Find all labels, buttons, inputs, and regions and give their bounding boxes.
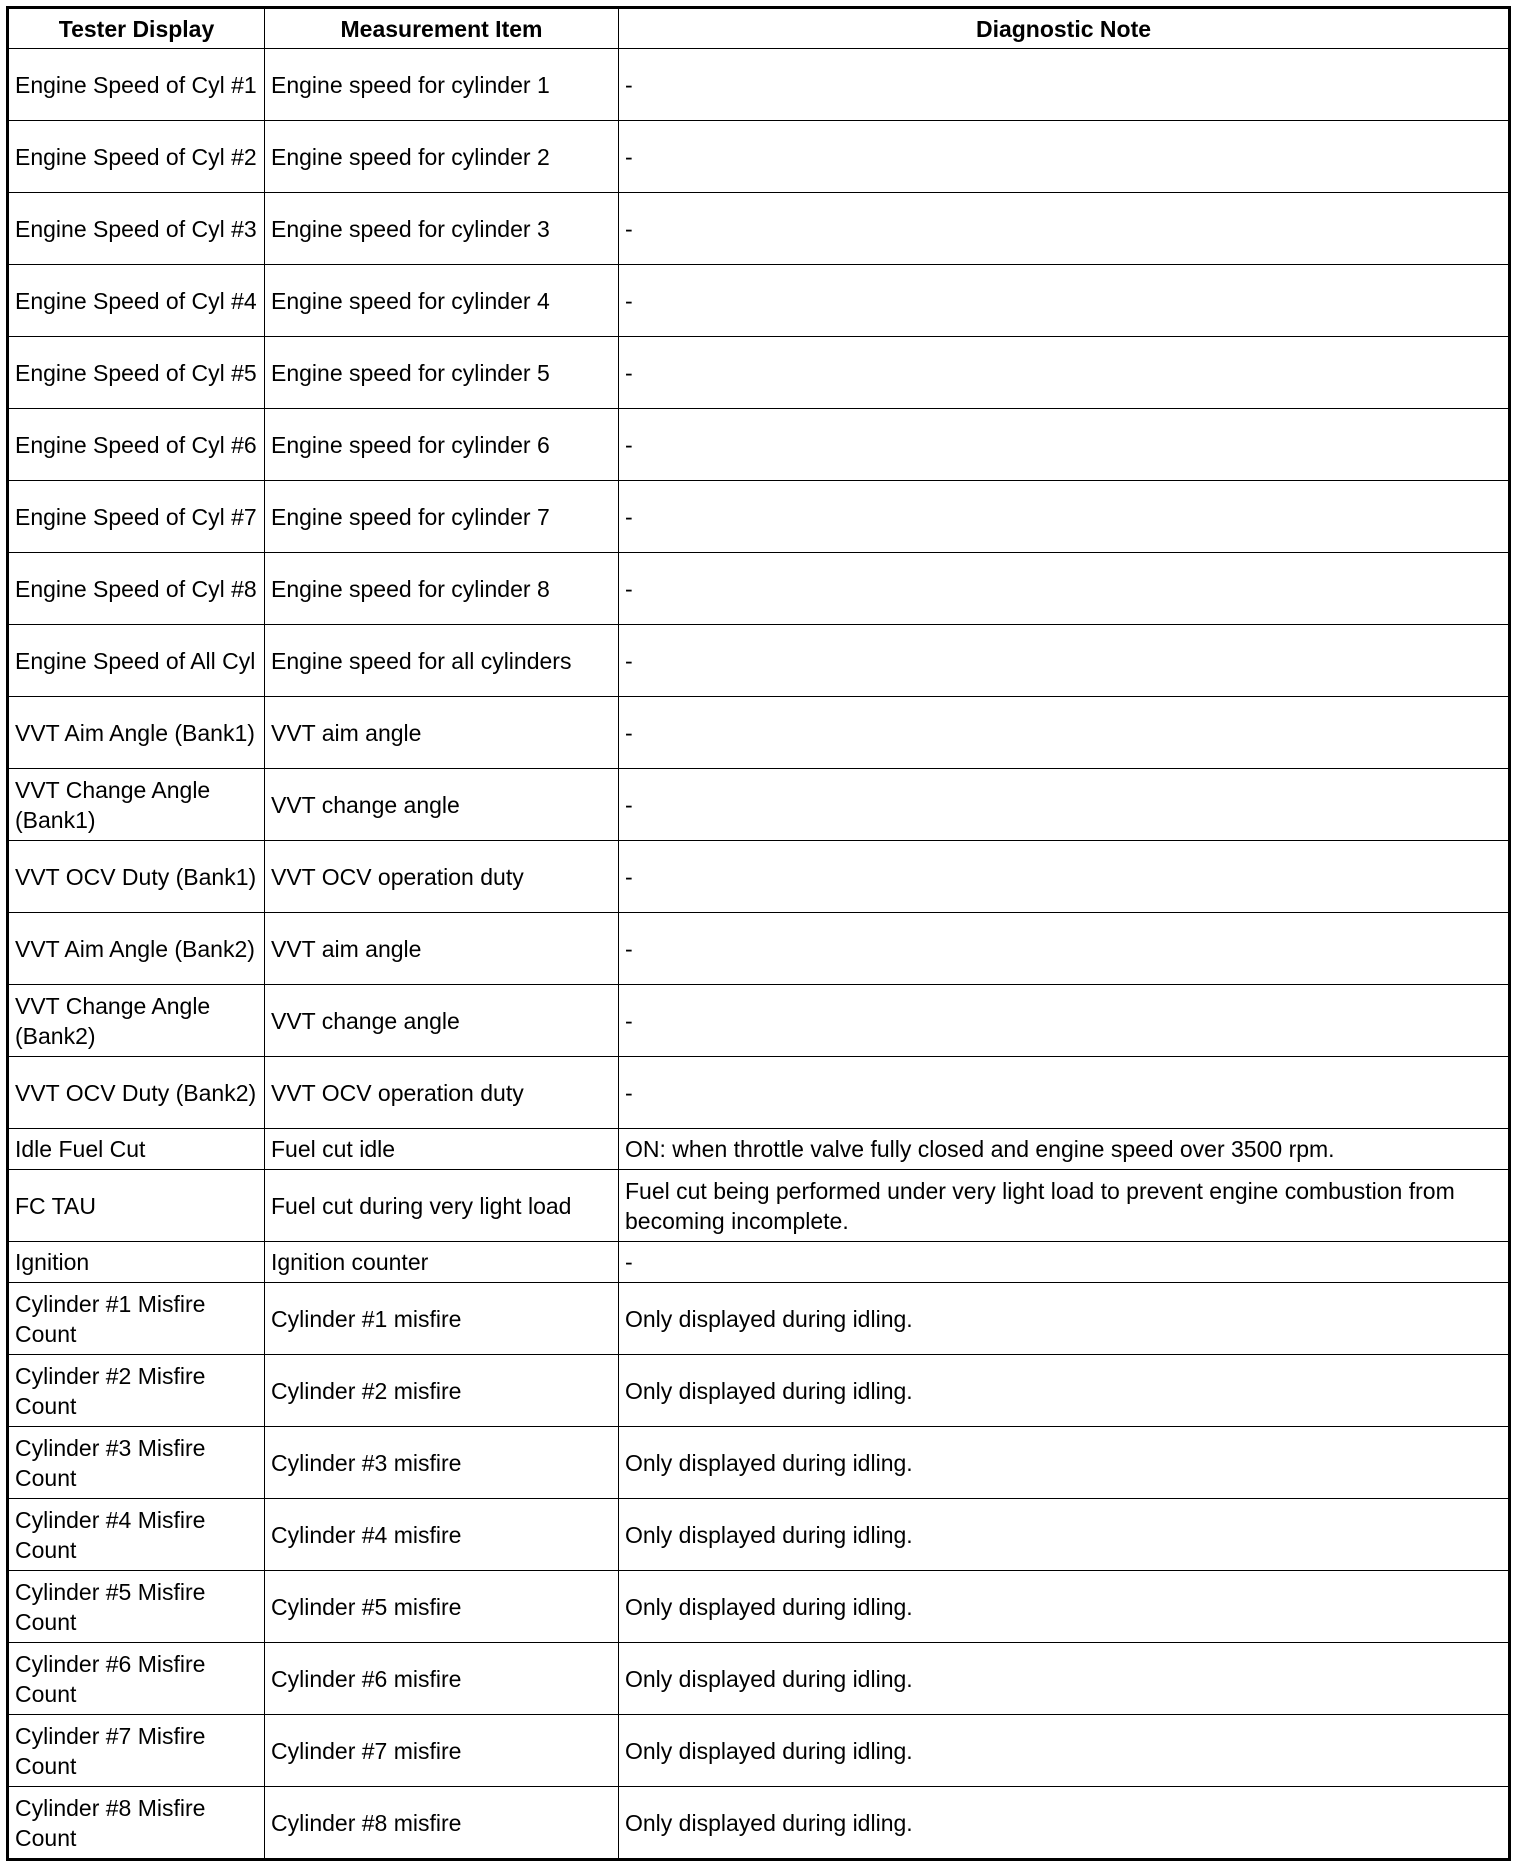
table-row	[8, 1643, 1510, 1715]
cell-diagnostic-note: ON: when throttle valve fully closed and engine speed over 3500 rpm.	[619, 1129, 1510, 1170]
cell-diagnostic-note: -	[619, 913, 1510, 985]
table-row	[8, 985, 1510, 1057]
cell-diagnostic-note: -	[619, 625, 1510, 697]
cell-tester-display: VVT OCV Duty (Bank2)	[8, 1057, 265, 1129]
cell-tester-display: Cylinder #8 Misfire Count	[8, 1787, 265, 1860]
cell-tester-display: Ignition	[8, 1242, 265, 1283]
cell-tester-display: VVT OCV Duty (Bank1)	[8, 841, 265, 913]
header-diagnostic-note: Diagnostic Note	[619, 8, 1510, 49]
cell-tester-display: Cylinder #6 Misfire Count	[8, 1643, 265, 1715]
cell-diagnostic-note: Only displayed during idling.	[619, 1499, 1510, 1571]
table-row	[8, 193, 1510, 265]
table-row	[8, 481, 1510, 553]
cell-diagnostic-note: Only displayed during idling.	[619, 1787, 1510, 1860]
table-row	[8, 625, 1510, 697]
table-row	[8, 697, 1510, 769]
table-body	[8, 49, 1510, 1860]
cell-measurement-item: Engine speed for cylinder 5	[265, 337, 619, 409]
cell-measurement-item: Engine speed for cylinder 1	[265, 49, 619, 121]
cell-measurement-item: VVT change angle	[265, 985, 619, 1057]
table-row	[8, 1242, 1510, 1283]
cell-measurement-item: Cylinder #3 misfire	[265, 1427, 619, 1499]
cell-tester-display: VVT Change Angle (Bank2)	[8, 985, 265, 1057]
data-list-table	[6, 6, 1511, 1861]
cell-tester-display: Engine Speed of Cyl #5	[8, 337, 265, 409]
cell-tester-display: VVT Aim Angle (Bank2)	[8, 913, 265, 985]
cell-tester-display: Engine Speed of Cyl #1	[8, 49, 265, 121]
table-row	[8, 1787, 1510, 1860]
cell-tester-display: FC TAU	[8, 1170, 265, 1242]
cell-tester-display: Idle Fuel Cut	[8, 1129, 265, 1170]
header-measurement-item: Measurement Item	[265, 8, 619, 49]
cell-diagnostic-note: -	[619, 697, 1510, 769]
cell-diagnostic-note: Only displayed during idling.	[619, 1571, 1510, 1643]
table-row	[8, 553, 1510, 625]
cell-diagnostic-note: -	[619, 265, 1510, 337]
table-row	[8, 1355, 1510, 1427]
cell-diagnostic-note: -	[619, 769, 1510, 841]
cell-tester-display: Cylinder #1 Misfire Count	[8, 1283, 265, 1355]
cell-diagnostic-note: -	[619, 553, 1510, 625]
table-row	[8, 1427, 1510, 1499]
table-row	[8, 337, 1510, 409]
cell-diagnostic-note: -	[619, 337, 1510, 409]
cell-measurement-item: Cylinder #5 misfire	[265, 1571, 619, 1643]
cell-tester-display: Engine Speed of Cyl #2	[8, 121, 265, 193]
cell-diagnostic-note: Only displayed during idling.	[619, 1643, 1510, 1715]
cell-measurement-item: Cylinder #6 misfire	[265, 1643, 619, 1715]
cell-measurement-item: Fuel cut during very light load	[265, 1170, 619, 1242]
table-row	[8, 1499, 1510, 1571]
cell-measurement-item: VVT OCV operation duty	[265, 1057, 619, 1129]
cell-measurement-item: Cylinder #2 misfire	[265, 1355, 619, 1427]
cell-diagnostic-note: Fuel cut being performed under very light load to prevent engine combustion from becoming incomplete.	[619, 1170, 1510, 1242]
cell-tester-display: Engine Speed of Cyl #7	[8, 481, 265, 553]
cell-measurement-item: VVT aim angle	[265, 913, 619, 985]
cell-measurement-item: Engine speed for cylinder 3	[265, 193, 619, 265]
cell-measurement-item: Engine speed for all cylinders	[265, 625, 619, 697]
cell-tester-display: Engine Speed of All Cyl	[8, 625, 265, 697]
cell-measurement-item: Engine speed for cylinder 2	[265, 121, 619, 193]
cell-tester-display: Cylinder #7 Misfire Count	[8, 1715, 265, 1787]
table-row	[8, 409, 1510, 481]
cell-diagnostic-note: Only displayed during idling.	[619, 1355, 1510, 1427]
table-row	[8, 1129, 1510, 1170]
table-row	[8, 1571, 1510, 1643]
table-row	[8, 49, 1510, 121]
cell-measurement-item: Engine speed for cylinder 7	[265, 481, 619, 553]
cell-diagnostic-note: -	[619, 121, 1510, 193]
table-row	[8, 1057, 1510, 1129]
cell-measurement-item: VVT OCV operation duty	[265, 841, 619, 913]
cell-tester-display: VVT Aim Angle (Bank1)	[8, 697, 265, 769]
cell-tester-display: Engine Speed of Cyl #3	[8, 193, 265, 265]
table-row	[8, 913, 1510, 985]
cell-diagnostic-note: -	[619, 1242, 1510, 1283]
cell-diagnostic-note: -	[619, 409, 1510, 481]
cell-diagnostic-note: -	[619, 193, 1510, 265]
cell-tester-display: Cylinder #5 Misfire Count	[8, 1571, 265, 1643]
cell-diagnostic-note: -	[619, 1057, 1510, 1129]
cell-tester-display: Engine Speed of Cyl #8	[8, 553, 265, 625]
table-row	[8, 265, 1510, 337]
data-list-table-container	[6, 6, 1511, 1861]
cell-diagnostic-note: Only displayed during idling.	[619, 1283, 1510, 1355]
table-row	[8, 1715, 1510, 1787]
table-header-row	[8, 8, 1510, 49]
cell-tester-display: Cylinder #2 Misfire Count	[8, 1355, 265, 1427]
table-row	[8, 1170, 1510, 1242]
cell-diagnostic-note: -	[619, 985, 1510, 1057]
cell-measurement-item: Engine speed for cylinder 6	[265, 409, 619, 481]
table-row	[8, 841, 1510, 913]
cell-measurement-item: VVT change angle	[265, 769, 619, 841]
cell-measurement-item: Ignition counter	[265, 1242, 619, 1283]
cell-diagnostic-note: -	[619, 481, 1510, 553]
header-tester-display: Tester Display	[8, 8, 265, 49]
cell-diagnostic-note: -	[619, 841, 1510, 913]
cell-tester-display: Engine Speed of Cyl #4	[8, 265, 265, 337]
cell-measurement-item: Engine speed for cylinder 8	[265, 553, 619, 625]
table-row	[8, 1283, 1510, 1355]
cell-measurement-item: VVT aim angle	[265, 697, 619, 769]
cell-measurement-item: Cylinder #7 misfire	[265, 1715, 619, 1787]
table-row	[8, 121, 1510, 193]
cell-diagnostic-note: -	[619, 49, 1510, 121]
cell-tester-display: Engine Speed of Cyl #6	[8, 409, 265, 481]
cell-tester-display: VVT Change Angle (Bank1)	[8, 769, 265, 841]
table-row	[8, 769, 1510, 841]
cell-diagnostic-note: Only displayed during idling.	[619, 1427, 1510, 1499]
cell-measurement-item: Cylinder #1 misfire	[265, 1283, 619, 1355]
cell-tester-display: Cylinder #3 Misfire Count	[8, 1427, 265, 1499]
cell-diagnostic-note: Only displayed during idling.	[619, 1715, 1510, 1787]
cell-tester-display: Cylinder #4 Misfire Count	[8, 1499, 265, 1571]
cell-measurement-item: Fuel cut idle	[265, 1129, 619, 1170]
cell-measurement-item: Cylinder #4 misfire	[265, 1499, 619, 1571]
cell-measurement-item: Engine speed for cylinder 4	[265, 265, 619, 337]
cell-measurement-item: Cylinder #8 misfire	[265, 1787, 619, 1860]
